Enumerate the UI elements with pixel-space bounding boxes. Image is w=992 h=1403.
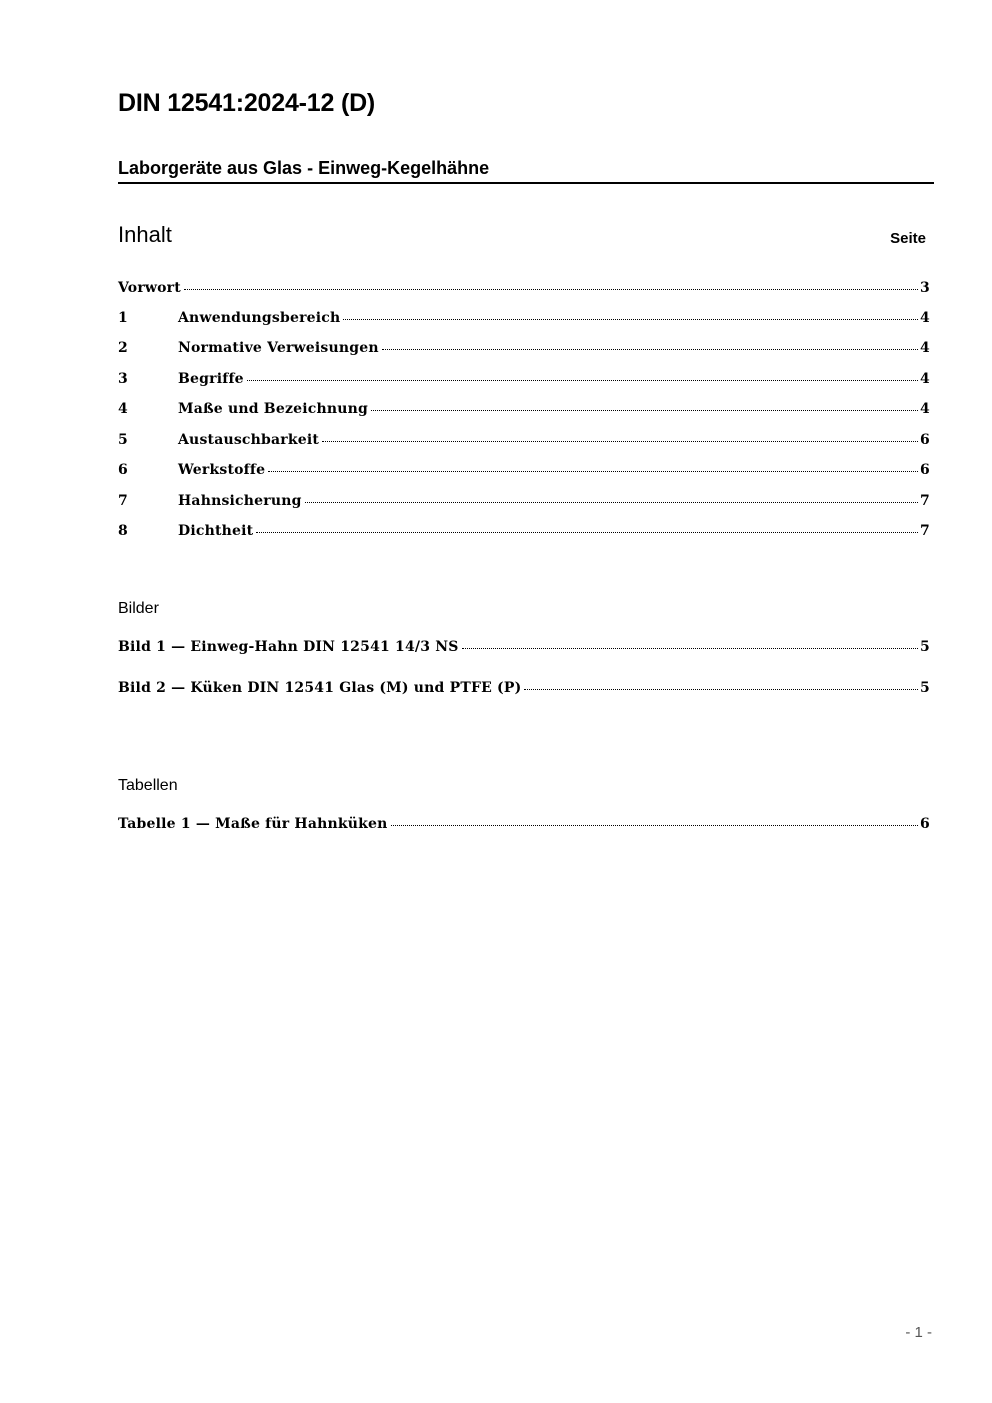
document-title: DIN 12541:2024-12 (D) (118, 89, 376, 117)
toc-entry-number: 6 (118, 462, 128, 478)
toc-entry-1[interactable] (118, 310, 930, 332)
dot-leader (268, 471, 918, 472)
toc-entry-page: 4 (920, 340, 930, 356)
toc-entry-title: Normative Verweisungen (178, 340, 379, 356)
toc-entry-8[interactable] (118, 523, 930, 545)
dot-leader (184, 289, 918, 290)
toc-entry-page: 6 (920, 462, 930, 478)
toc-entry-4[interactable] (118, 401, 930, 423)
toc-entry-number: 3 (118, 371, 128, 387)
toc-entry-number: 4 (118, 401, 128, 417)
toc-entry-title: Vorwort (118, 280, 181, 296)
tables-heading: Tabellen (118, 777, 178, 794)
table-entry-1[interactable] (118, 816, 930, 838)
dot-leader (322, 441, 918, 442)
toc-entry-number: 8 (118, 523, 128, 539)
figures-heading: Bilder (118, 600, 159, 617)
figure-entry-title: Bild 2 — Küken DIN 12541 Glas (M) und PTFE (P) (118, 680, 522, 696)
toc-entry-title: Begriffe (178, 371, 244, 387)
dot-leader (524, 689, 918, 690)
toc-entry-6[interactable] (118, 462, 930, 484)
dot-leader (305, 502, 918, 503)
toc-entry-title: Austauschbarkeit (178, 432, 320, 448)
toc-entry-title: Hahnsicherung (178, 493, 302, 509)
document-subtitle: Laborgeräte aus Glas - Einweg-Kegelhähne (118, 158, 934, 184)
page-column-label: Seite (890, 230, 926, 247)
dot-leader (343, 319, 918, 320)
toc-entry-2[interactable] (118, 340, 930, 362)
figure-entry-page: 5 (920, 639, 930, 655)
toc-entry-title: Anwendungsbereich (178, 310, 341, 326)
dot-leader (382, 349, 918, 350)
toc-entry-7[interactable] (118, 493, 930, 515)
dot-leader (462, 648, 919, 649)
toc-entry-number: 7 (118, 493, 128, 509)
toc-entry-number: 1 (118, 310, 128, 326)
toc-entry-number: 2 (118, 340, 128, 356)
figure-entry-1[interactable] (118, 639, 930, 661)
dot-leader (391, 825, 919, 826)
dot-leader (247, 380, 918, 381)
toc-entry-title: Maße und Bezeichnung (178, 401, 368, 417)
toc-entry-page: 3 (920, 280, 930, 296)
toc-entry-3[interactable] (118, 371, 930, 393)
toc-entry-page: 4 (920, 371, 930, 387)
toc-entry-page: 7 (920, 493, 930, 509)
toc-heading: Inhalt (118, 222, 172, 247)
figure-entry-2[interactable] (118, 680, 930, 702)
table-entry-title: Tabelle 1 — Maße für Hahnküken (118, 816, 388, 832)
figure-entry-title: Bild 1 — Einweg-Hahn DIN 12541 14/3 NS (118, 639, 459, 655)
toc-entry-vorwort[interactable] (118, 280, 930, 302)
toc-entry-title: Werkstoffe (178, 462, 266, 478)
toc-entry-title: Dichtheit (178, 523, 254, 539)
figure-entry-page: 5 (920, 680, 930, 696)
dot-leader (256, 532, 918, 533)
page-number: - 1 - (905, 1324, 932, 1341)
toc-entry-page: 7 (920, 523, 930, 539)
toc-entry-number: 5 (118, 432, 128, 448)
toc-entry-page: 4 (920, 401, 930, 417)
toc-entry-5[interactable] (118, 432, 930, 454)
dot-leader (371, 410, 918, 411)
toc-entry-page: 6 (920, 432, 930, 448)
toc-entry-page: 4 (920, 310, 930, 326)
table-entry-page: 6 (920, 816, 930, 832)
